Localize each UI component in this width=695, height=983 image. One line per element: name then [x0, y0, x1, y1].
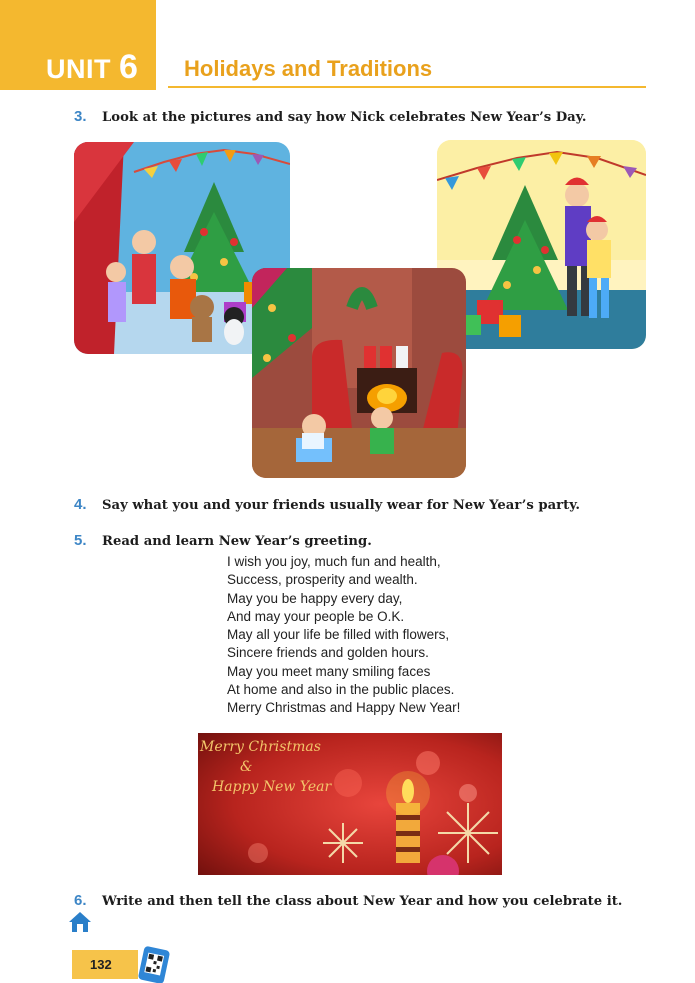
greeting-card-image [198, 733, 502, 875]
task-text: Look at the pictures and say how Nick celebrates New Year’s Day. [102, 110, 587, 125]
page-number: 132 [90, 957, 112, 972]
unit-label [46, 48, 138, 87]
poem-line: May all your life be filled with flowers, [227, 627, 450, 643]
picture-decorating-tree [437, 140, 646, 349]
task-3 [74, 108, 586, 125]
home-icon [68, 911, 92, 933]
greeting-poem [227, 553, 460, 718]
poem-line: I wish you joy, much fun and health, [227, 554, 441, 569]
task-4 [74, 496, 580, 513]
qr-code-icon [138, 946, 170, 983]
card-line-2: & [240, 759, 253, 775]
poem-line: At home and also in the public places. [227, 682, 455, 698]
poem-line: And may your people be O.K. [227, 608, 405, 624]
poem-line: Success, prosperity and wealth. [227, 572, 418, 588]
unit-word: UNIT [46, 54, 111, 84]
task-number: 4. [74, 496, 87, 513]
task-text: Say what you and your friends usually wear for New Year’s party. [102, 498, 580, 513]
card-line-3: Happy New Year [212, 779, 332, 795]
unit-title: Holidays and Traditions [184, 56, 433, 81]
task-text: Read and learn New Year’s greeting. [102, 534, 372, 549]
task-text: Write and then tell the class about New Year and how you celebrate it. [102, 894, 623, 909]
poem-line: May you be happy every day, [227, 590, 403, 606]
picture-fireplace [252, 268, 466, 478]
task-number: 5. [74, 532, 87, 549]
task-5 [74, 532, 372, 549]
poem-line: May you meet many smiling faces [227, 663, 431, 679]
unit-number: 6 [119, 48, 139, 86]
poem-line: Sincere friends and golden hours. [227, 645, 429, 661]
title-divider [168, 86, 646, 88]
card-line-1: Merry Christmas [200, 739, 321, 755]
task-6 [74, 892, 622, 909]
task-number: 3. [74, 108, 87, 125]
task-number: 6. [74, 892, 87, 909]
poem-line: Merry Christmas and Happy New Year! [227, 700, 461, 716]
